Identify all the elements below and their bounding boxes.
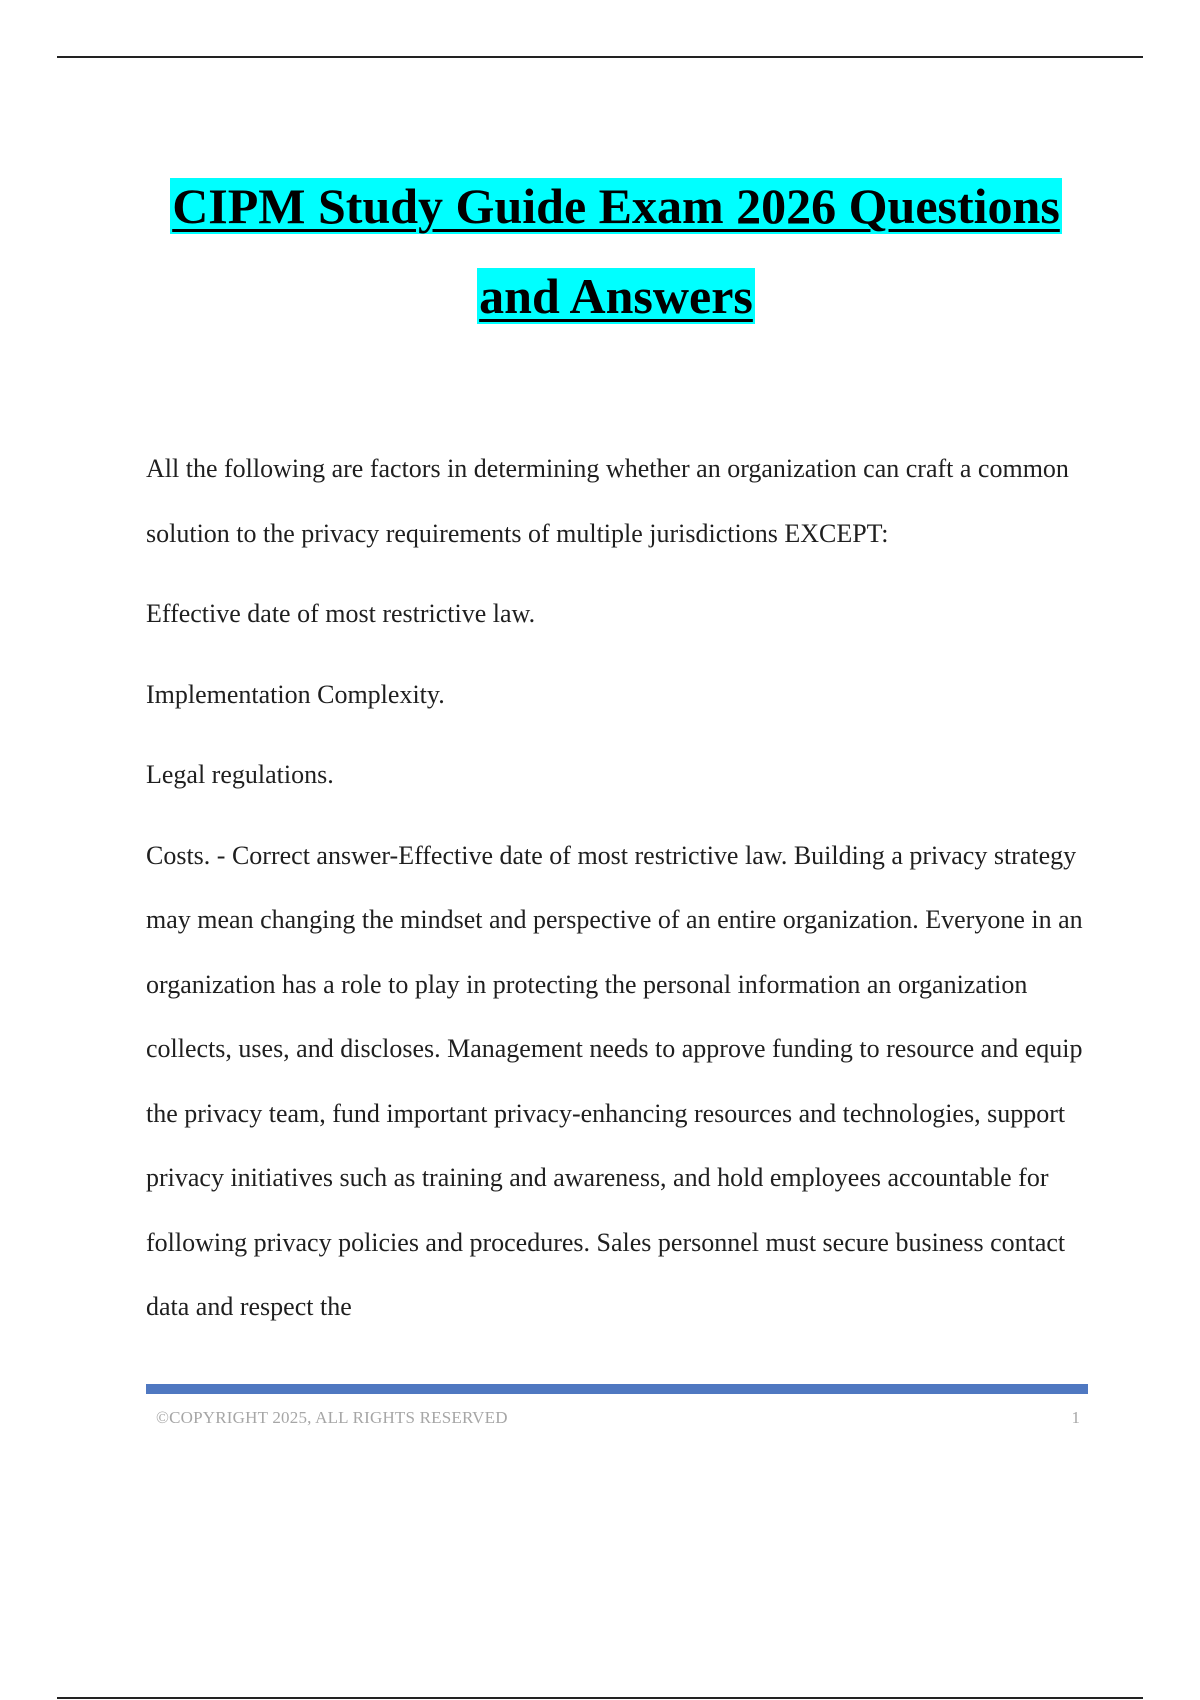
page-number: 1 bbox=[1071, 1408, 1080, 1427]
answer-paragraph: Costs. - Correct answer-Effective date of most restrictive law. Building a privacy strategy may mean changing the mindset and perspective of an entire organization. Everyone in an organization has a role to play in protecting the personal information an organization collects, uses, and discloses. Management needs to approve funding to resource and equip the privacy team, fund important privacy-enhancing resources and technologies, support privacy initiatives such as training and awareness, and hold employees accountable for following privacy policies and procedures. Sales personnel must secure business contact data and respect the bbox=[146, 840, 1083, 1321]
document-title bbox=[146, 178, 1086, 324]
footer-copyright: ©COPYRIGHT 2025, ALL RIGHTS RESERVED bbox=[156, 1408, 508, 1427]
title-line-1: CIPM Study Guide Exam 2026 Questions bbox=[172, 178, 1060, 234]
document-body bbox=[146, 437, 1096, 1340]
option-3: Legal regulations. bbox=[146, 760, 334, 789]
header-rule bbox=[57, 56, 1143, 58]
question-text: All the following are factors in determining whether an organization can craft a common solution to the privacy requirements of multiple jurisdictions EXCEPT: bbox=[146, 454, 1069, 548]
footer-bar bbox=[146, 1384, 1088, 1394]
bottom-rule bbox=[57, 1697, 1143, 1699]
option-2: Implementation Complexity. bbox=[146, 679, 445, 709]
title-line-2: and Answers bbox=[479, 268, 753, 324]
option-1: Effective date of most restrictive law. bbox=[146, 599, 536, 628]
